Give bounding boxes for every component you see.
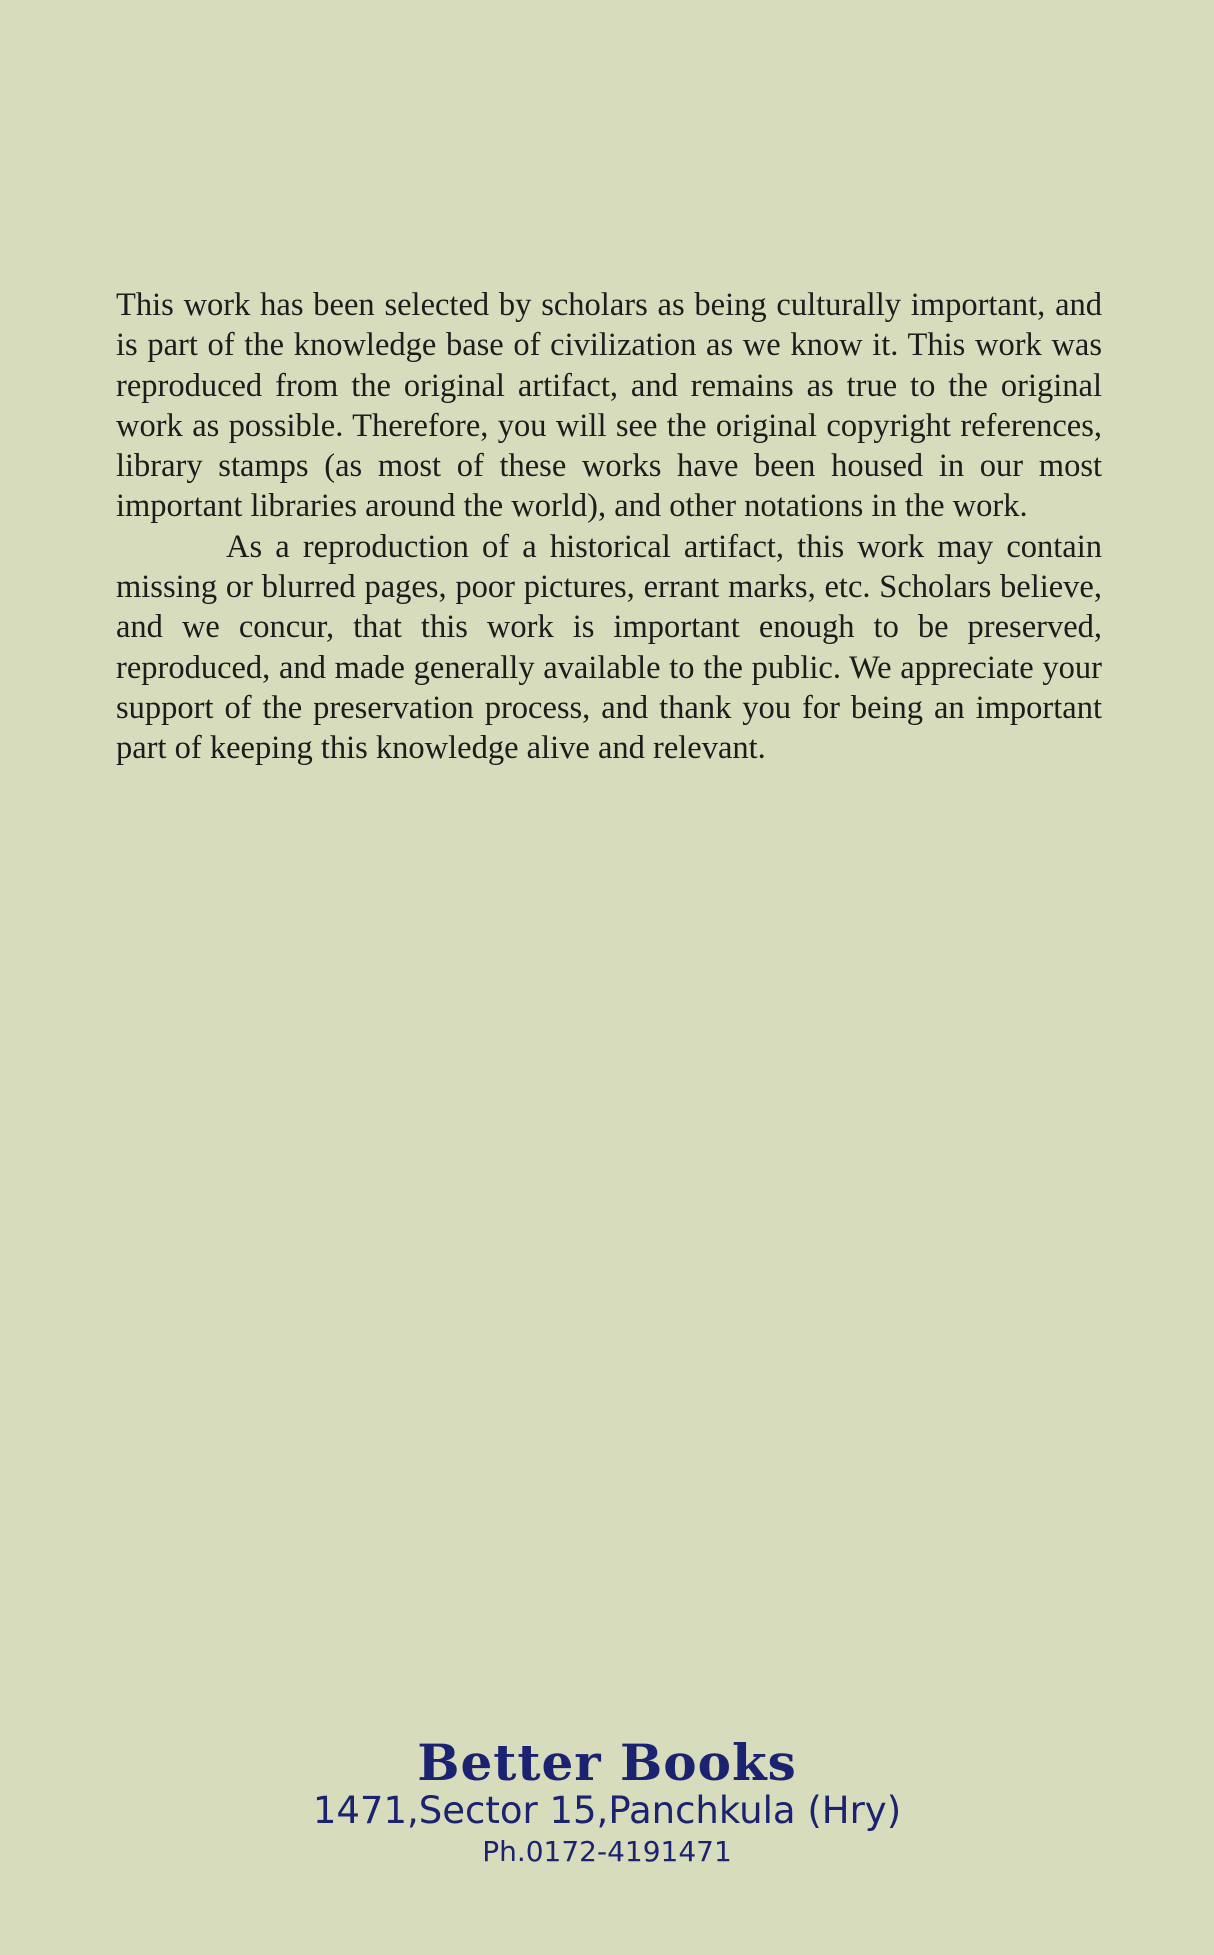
notice-paragraph-2: As a reproduction of a historical artifact, this work may contain missing or blurred pages, poor pictures, errant marks, etc. Scholars believe, and we concur, that this work is important enough to be preserved, reproduced, and made generally available to the public. We appreciate your support of the preservation process, and thank you for being an important part of keeping this knowledge alive and relevant. [116,528,1102,767]
publisher-phone: Ph.0172-4191471 [482,1835,732,1868]
notice-paragraph-1: This work has been selected by scholars as being culturally important, and is part of the knowledge base of civilization as we know it. This work was reproduced from the original artifact, and remains as true to the original work as possible. Therefore, you will see the original copyright references, library stamps (as most of these works have been housed in our most important libraries around the world), and other notations in the work. [116,287,1102,525]
publisher-address: 1471,Sector 15,Panchkula (Hry) [312,1789,902,1832]
publisher-name: Better Books [417,1733,797,1792]
reproduction-notice [116,285,1102,769]
